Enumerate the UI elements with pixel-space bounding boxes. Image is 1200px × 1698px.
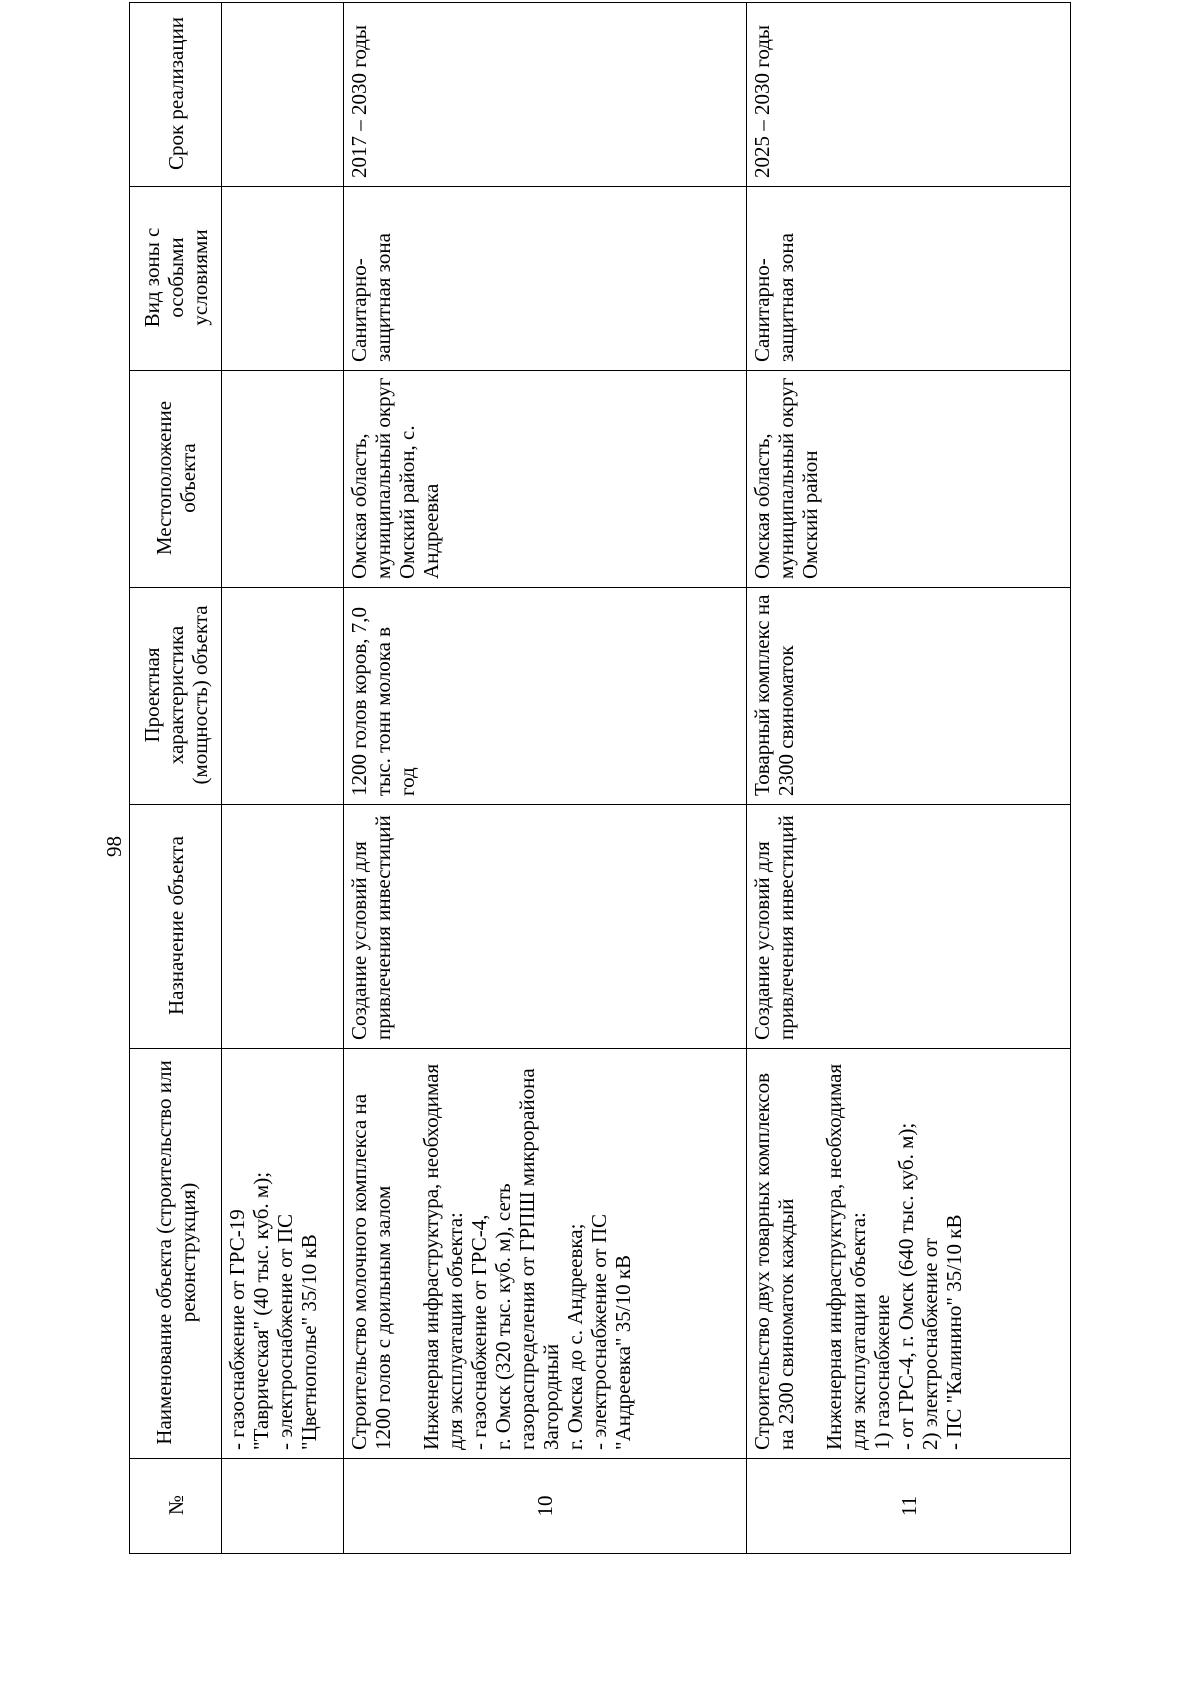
header-zone: Вид зоны с особыми условиями <box>130 187 222 371</box>
object-name-line: г. Омска до с. Андреевка; <box>563 1223 587 1450</box>
zone-cell <box>222 187 344 371</box>
header-num: № <box>130 1459 222 1554</box>
row-number <box>222 1459 344 1554</box>
object-name-cell <box>344 1049 747 1459</box>
purpose-cell: Создание условий для привлечения инвестиций <box>747 805 1071 1049</box>
header-capacity: Проектная характеристика (мощность) объекта <box>130 588 222 805</box>
location-cell: Омская область, муниципальный округ Омский район, с. Андреевка <box>344 371 747 588</box>
table-header-row <box>130 3 222 1554</box>
table-row <box>344 3 747 1554</box>
object-name-line: Инженерная инфраструктура, необходимая для эксплуатации объекта: <box>822 1058 870 1450</box>
object-name-cell <box>222 1049 344 1459</box>
table-row <box>222 3 344 1554</box>
object-name-cell <box>747 1049 1071 1459</box>
object-name-line: Инженерная инфраструктура, необходимая для эксплуатации объекта: <box>419 1058 467 1450</box>
objects-table <box>129 2 1071 1554</box>
object-name-line: - газоснабжение от ГРС-19 <box>225 1209 249 1450</box>
object-name-line: - газоснабжение от ГРС-4, <box>467 1214 491 1450</box>
object-name-intro: Строительство молочного комплекса на 1200 голов с доильным залом <box>347 1088 395 1450</box>
zone-cell: Санитарно-защитная зона <box>344 187 747 371</box>
object-name-line: - от ГРС-4, г. Омск (640 тыс. куб. м); <box>894 1122 918 1450</box>
term-cell <box>222 3 344 187</box>
header-name: Наименование объекта (строительство или реконструкция) <box>130 1049 222 1459</box>
object-name-line: "Таврическая" (40 тыс. куб. м); <box>249 1171 273 1450</box>
header-term: Срок реализации <box>130 3 222 187</box>
header-location: Местоположение объекта <box>130 371 222 588</box>
object-name-intro: Строительство двух товарных комплексов на 2300 свиноматок каждый <box>750 1067 798 1450</box>
page-number <box>96 828 132 864</box>
object-name-line: - электроснабжение от ПС <box>273 1213 297 1450</box>
object-name-line: 2) электроснабжение от <box>918 1237 942 1450</box>
header-purpose: Назначение объекта <box>130 805 222 1049</box>
row-number: 10 <box>344 1459 747 1554</box>
capacity-cell: Товарный комплекс на 2300 свиноматок <box>747 588 1071 805</box>
location-cell <box>222 371 344 588</box>
purpose-cell: Создание условий для привлечения инвестиций <box>344 805 747 1049</box>
object-name-line: - ПС "Калинино" 35/10 кВ <box>942 1214 966 1450</box>
term-cell: 2017 – 2030 годы <box>344 3 747 187</box>
row-number: 11 <box>747 1459 1071 1554</box>
object-name-line: г. Омск (320 тыс. куб. м), сеть газораспределения от ГРПШ микрорайона Загородный <box>491 1063 563 1450</box>
page-number-text: 98 <box>101 835 126 857</box>
object-name-line: - электроснабжение от ПС <box>587 1213 611 1450</box>
capacity-cell <box>222 588 344 805</box>
rotated-table-wrapper <box>129 16 1070 1554</box>
table-row <box>747 3 1071 1554</box>
location-cell: Омская область, муниципальный округ Омский район <box>747 371 1071 588</box>
object-name-line: 1) газоснабжение <box>870 1294 894 1450</box>
purpose-cell <box>222 805 344 1049</box>
term-cell: 2025 – 2030 годы <box>747 3 1071 187</box>
object-name-line: "Цветнополье" 35/10 кВ <box>297 1234 321 1450</box>
zone-cell: Санитарно-защитная зона <box>747 187 1071 371</box>
capacity-cell: 1200 голов коров, 7,0 тыс. тонн молока в год <box>344 588 747 805</box>
object-name-line: "Андреевка" 35/10 кВ <box>611 1254 635 1450</box>
